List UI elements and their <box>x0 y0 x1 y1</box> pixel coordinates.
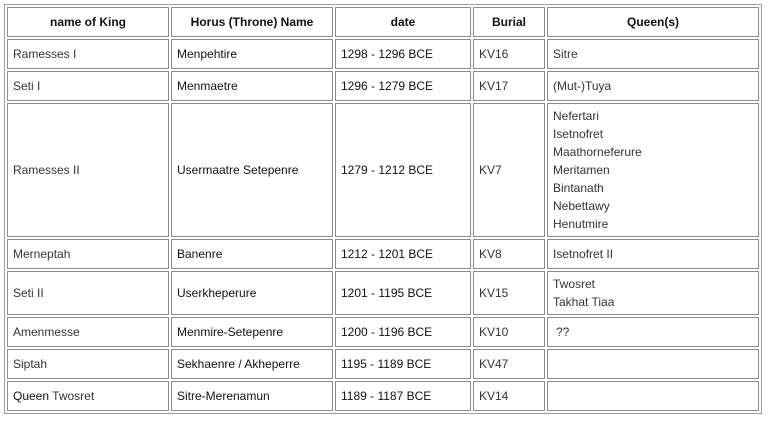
cell-queens <box>547 271 759 315</box>
cell-throne-name: Usermaatre Setepenre <box>171 103 333 237</box>
cell-date: 1201 - 1195 BCE <box>335 271 471 315</box>
cell-date: 1189 - 1187 BCE <box>335 381 471 411</box>
queen-name: Bintanath <box>553 181 604 195</box>
table-row <box>7 317 759 347</box>
header-date: date <box>335 7 471 37</box>
queen-name: Nebettawy <box>553 199 610 213</box>
cell-burial: KV10 <box>473 317 545 347</box>
cell-king: Seti I <box>7 71 169 101</box>
cell-burial: KV17 <box>473 71 545 101</box>
cell-king: Ramesses I <box>7 39 169 69</box>
cell-queens <box>547 71 759 101</box>
queen-name: Sitre <box>553 47 578 61</box>
cell-king: Ramesses II <box>7 103 169 237</box>
queen-name: Henutmire <box>553 217 609 231</box>
queen-name: Maathorneferure <box>553 145 642 159</box>
cell-queens <box>547 239 759 269</box>
header-row <box>7 7 759 37</box>
cell-burial: KV8 <box>473 239 545 269</box>
queen-name: Isetnofret <box>553 127 604 141</box>
king-prefix: Queen <box>13 389 50 403</box>
cell-date: 1212 - 1201 BCE <box>335 239 471 269</box>
cell-burial: KV16 <box>473 39 545 69</box>
cell-queens <box>547 103 759 237</box>
cell-throne-name: Sekhaenre / Akheperre <box>171 349 333 379</box>
cell-burial: KV14 <box>473 381 545 411</box>
queen-name: Nefertari <box>553 109 600 123</box>
cell-burial: KV47 <box>473 349 545 379</box>
cell-date: 1200 - 1196 BCE <box>335 317 471 347</box>
header-queens: Queen(s) <box>547 7 759 37</box>
table-row <box>7 271 759 315</box>
cell-king: Merneptah <box>7 239 169 269</box>
cell-queens-empty <box>547 349 759 379</box>
table-row <box>7 239 759 269</box>
cell-queens-empty <box>547 381 759 411</box>
table-row <box>7 39 759 69</box>
header-burial: Burial <box>473 7 545 37</box>
cell-date: 1279 - 1212 BCE <box>335 103 471 237</box>
kings-table <box>4 4 762 414</box>
cell-throne-name: Menmaetre <box>171 71 333 101</box>
kings-table-container <box>4 4 762 414</box>
table-row <box>7 71 759 101</box>
cell-queens <box>547 39 759 69</box>
cell-throne-name: Banenre <box>171 239 333 269</box>
cell-throne-name: Menpehtire <box>171 39 333 69</box>
table-row <box>7 349 759 379</box>
table-row <box>7 103 759 237</box>
queen-name: Isetnofret II <box>553 247 614 261</box>
cell-throne-name: Menmire-Setepenre <box>171 317 333 347</box>
cell-king: Siptah <box>7 349 169 379</box>
header-king: name of King <box>7 7 169 37</box>
cell-throne-name: Sitre-Merenamun <box>171 381 333 411</box>
king-name: Twosret <box>52 389 95 403</box>
cell-date: 1195 - 1189 BCE <box>335 349 471 379</box>
queen-name: Takhat Tiaa <box>553 295 615 309</box>
queen-name: (Mut-)Tuya <box>553 79 612 93</box>
queen-name: ?? <box>556 325 570 339</box>
cell-throne-name: Userkheperure <box>171 271 333 315</box>
header-throne-name: Horus (Throne) Name <box>171 7 333 37</box>
table-row <box>7 381 759 411</box>
queen-name: Twosret <box>553 277 596 291</box>
cell-king: Amenmesse <box>7 317 169 347</box>
cell-queens <box>547 317 759 347</box>
cell-date: 1296 - 1279 BCE <box>335 71 471 101</box>
cell-king: Seti II <box>7 271 169 315</box>
cell-burial: KV7 <box>473 103 545 237</box>
cell-date: 1298 - 1296 BCE <box>335 39 471 69</box>
cell-king <box>7 381 169 411</box>
cell-burial: KV15 <box>473 271 545 315</box>
queen-name: Meritamen <box>553 163 610 177</box>
